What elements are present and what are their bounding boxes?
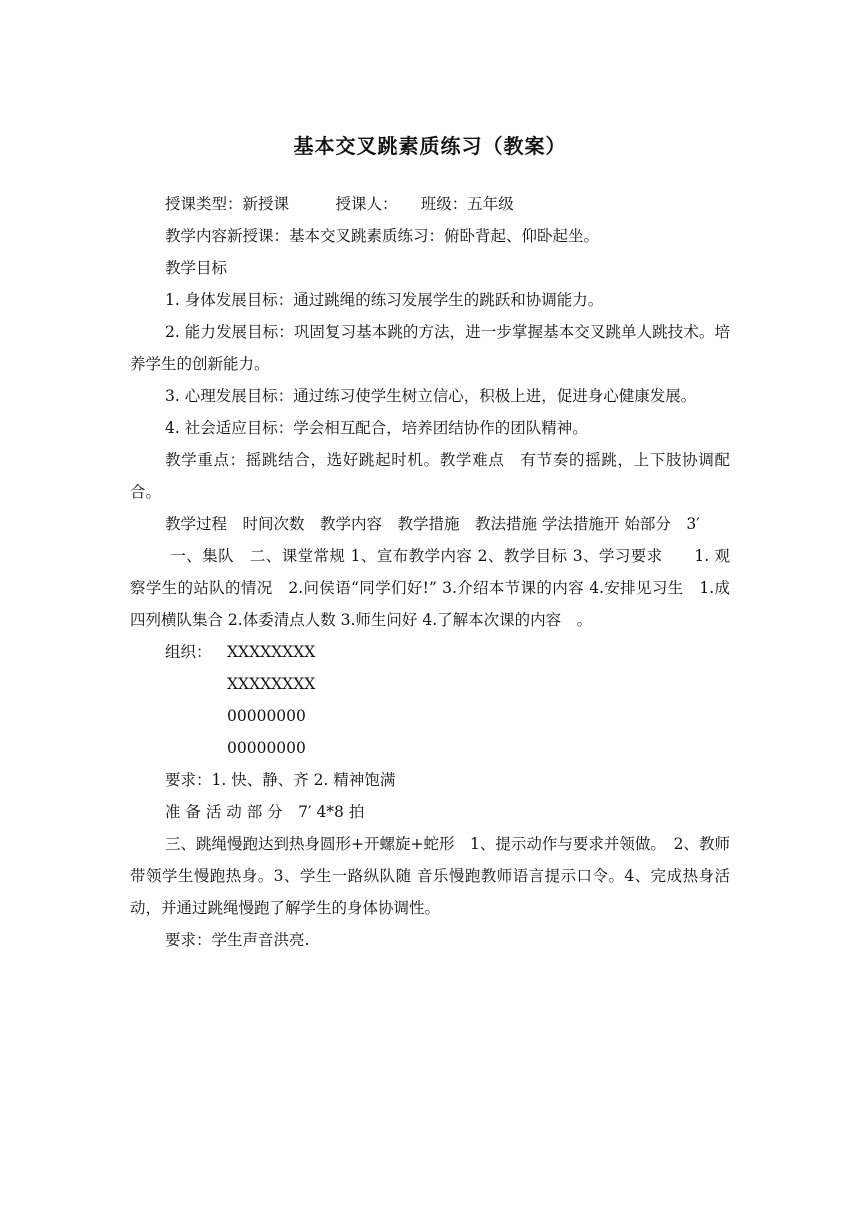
paragraph-key-points: 教学重点：摇跳结合，选好跳起时机。教学难点 有节奏的摇跳，上下肢协调配合。 xyxy=(130,451,730,501)
formation-line: XXXXXXXX xyxy=(227,675,316,693)
paragraph-objective-3: 3. 心理发展目标：通过练习使学生树立信心，积极上进，促进身心健康发展。 xyxy=(165,387,697,405)
organization-row xyxy=(130,636,730,668)
paragraph-objective-1: 1. 身体发展目标：通过跳绳的练习发展学生的跳跃和协调能力。 xyxy=(165,291,604,309)
paragraph-objective-2: 2. 能力发展目标：巩固复习基本跳的方法，进一步掌握基本交叉跳单人跳技术。培养学生的创新能力。 xyxy=(130,323,730,373)
paragraph-teaching-content: 教学内容新授课：基本交叉跳素质练习：俯卧背起、仰卧起坐。 xyxy=(165,227,600,245)
organization-block xyxy=(130,636,730,764)
paragraph-warmup-heading: 准 备 活 动 部 分 7′ 4*8 拍 xyxy=(165,803,365,821)
document-title: 基本交叉跳素质练习（教案） xyxy=(293,134,567,158)
organization-row xyxy=(130,700,730,732)
paragraph-requirements-1: 要求：1. 快、静、齐 2. 精神饱满 xyxy=(165,771,396,789)
organization-row xyxy=(130,668,730,700)
organization-row xyxy=(130,732,730,764)
formation-line: XXXXXXXX xyxy=(227,643,316,661)
document-body xyxy=(130,188,730,956)
paragraph-opening-part: 一、集队 二、课堂常规 1、宣布教学内容 2、教学目标 3、学习要求 1. 观察学生的站队的情况 2.问侯语“同学们好!” 3.介绍本节课的内容 4.安排见习生 1.成四列横队集合 2.体委清点人数 3.师生问好 4.了解本次课的内容 。 xyxy=(130,547,730,629)
formation-line: 00000000 xyxy=(227,707,306,725)
paragraph-class-info: 授课类型：新授课 授课人： 班级：五年级 xyxy=(165,195,514,213)
organization-label: 组织： xyxy=(165,643,212,661)
formation-line: 00000000 xyxy=(227,739,306,757)
paragraph-requirements-2: 要求：学生声音洪亮. xyxy=(165,931,310,949)
paragraph-objectives-heading: 教学目标 xyxy=(165,259,228,277)
paragraph-warmup-content: 三、跳绳慢跑达到热身圆形+开螺旋+蛇形 1、提示动作与要求并领做。 2、教师带领学生慢跑热身。3、学生一路纵队随 音乐慢跑教师语言提示口令。4、完成热身活动，并通过跳绳慢跑了解学生的身体协调性。 xyxy=(130,835,730,917)
paragraph-objective-4: 4. 社会适应目标：学会相互配合，培养团结协作的团队精神。 xyxy=(165,419,588,437)
paragraph-process-header: 教学过程 时间次数 教学内容 教学措施 教法措施 学法措施开 始部分 3′ xyxy=(165,515,700,533)
